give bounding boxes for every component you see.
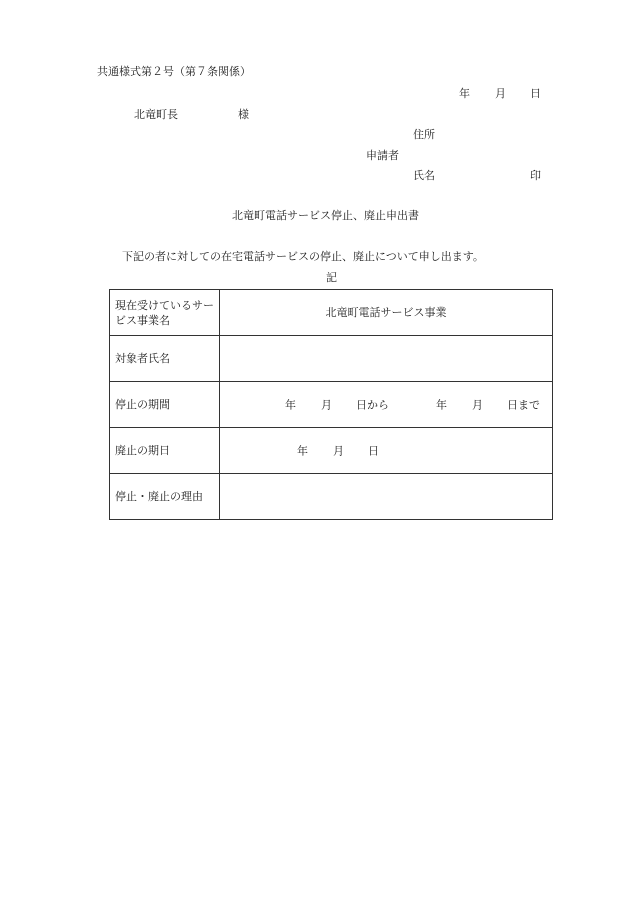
- row-label-subject-name: 対象者氏名: [110, 336, 220, 382]
- from-month-label: 月: [321, 398, 332, 411]
- from-year-label: 年: [285, 398, 296, 411]
- form-number: 共通様式第２号（第７条関係）: [97, 65, 251, 78]
- from-day-label: 日から: [356, 398, 389, 411]
- request-table: [109, 289, 553, 520]
- abolition-day-label: 日: [368, 444, 379, 457]
- to-year-label: 年: [436, 398, 447, 411]
- abolition-month-label: 月: [333, 444, 344, 457]
- table-row: [110, 382, 553, 428]
- document-title: 北竜町電話サービス停止、廃止申出書: [232, 209, 419, 222]
- suspension-period-field[interactable]: [220, 382, 553, 428]
- subject-name-field[interactable]: [220, 336, 553, 382]
- date-year-label: 年: [459, 87, 470, 100]
- abolition-date-field[interactable]: [220, 428, 553, 474]
- table-row: [110, 428, 553, 474]
- seal-label: 印: [530, 169, 541, 182]
- date-day-label: 日: [530, 87, 541, 100]
- row-label-suspension-period: 停止の期間: [110, 382, 220, 428]
- table-row: [110, 290, 553, 336]
- table-row: [110, 336, 553, 382]
- row-label-service-name: 現在受けているサービス事業名: [110, 290, 220, 336]
- row-value-service-name: 北竜町電話サービス事業: [220, 290, 553, 336]
- applicant-label: 申請者: [366, 149, 399, 162]
- reason-field[interactable]: [220, 474, 553, 520]
- body-text: 下記の者に対しての在宅電話サービスの停止、廃止について申し出ます。: [122, 250, 484, 263]
- note-heading: 記: [326, 271, 337, 284]
- row-label-abolition-date: 廃止の期日: [110, 428, 220, 474]
- addressee-honorific: 様: [238, 108, 249, 121]
- table-row: [110, 474, 553, 520]
- address-label: 住所: [413, 128, 435, 141]
- name-label: 氏名: [413, 169, 435, 182]
- addressee-name: 北竜町長: [134, 108, 178, 121]
- row-label-reason: 停止・廃止の理由: [110, 474, 220, 520]
- to-day-label: 日まで: [507, 398, 540, 411]
- date-month-label: 月: [495, 87, 506, 100]
- to-month-label: 月: [472, 398, 483, 411]
- abolition-year-label: 年: [297, 444, 308, 457]
